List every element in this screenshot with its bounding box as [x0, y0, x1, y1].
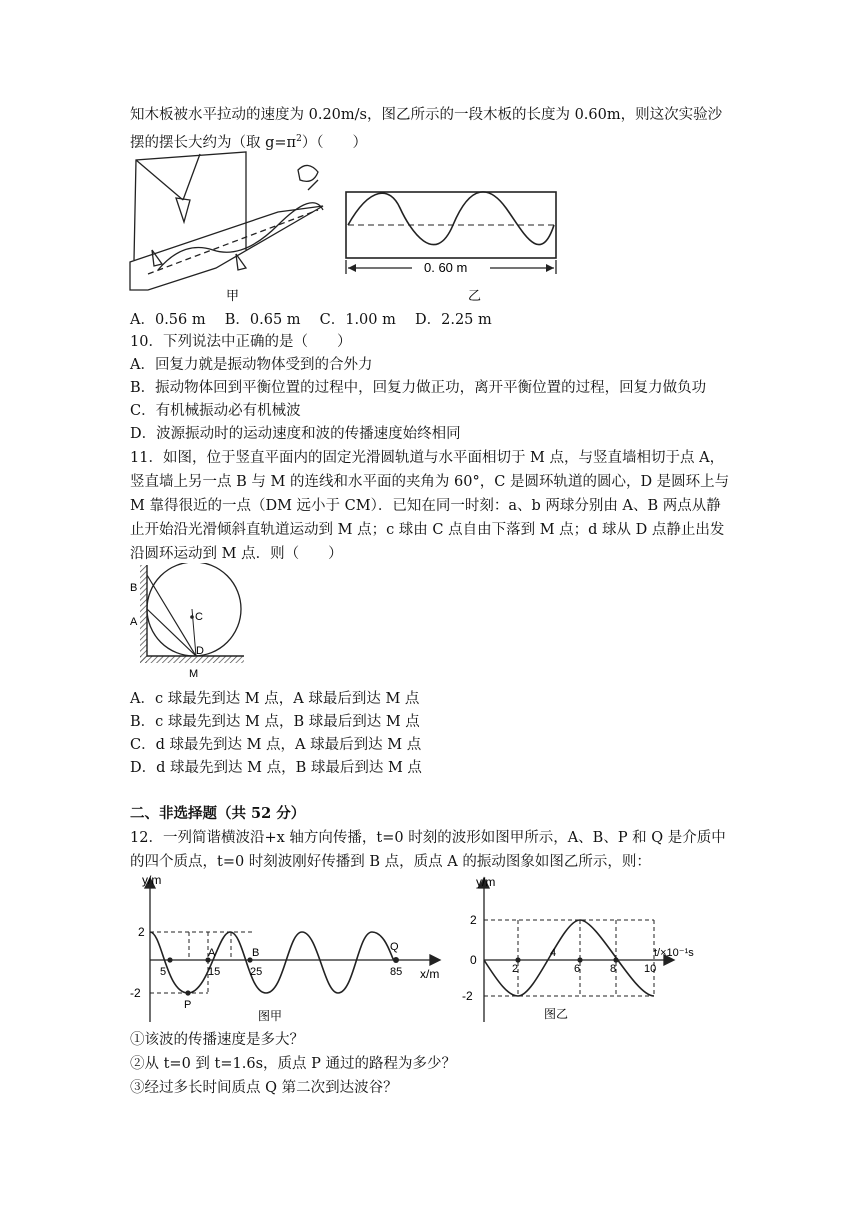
q11-option-b: B．c 球最先到达 M 点，B 球最后到达 M 点: [130, 714, 420, 730]
q11-line3: M 靠得很近的一点（DM 远小于 CM）．已知在同一时刻：a、b 两球分别由 A、B 两点从静: [130, 498, 721, 514]
q9-line2-post: ）（ ）: [301, 134, 368, 151]
label-m: M: [189, 668, 199, 680]
pendulum-apparatus-figure: [128, 150, 328, 305]
q10-option-b: B．振动物体回到平衡位置的过程中，回复力做正功，离开平衡位置的过程，回复力做负功: [130, 380, 707, 396]
yi-y-top: 2: [470, 913, 477, 927]
yi-ylabel: y/m: [476, 875, 496, 889]
board-trace-figure: [340, 188, 562, 308]
q11-option-d: D．d 球最先到达 M 点，B 球最后到达 M 点: [130, 760, 422, 776]
yi-t-tick-2: 2: [512, 963, 519, 975]
q11-line4: 止开始沿光滑倾斜直轨道运动到 M 点；c 球由 C 点自由下落到 M 点；d 球从 D 点静止出发: [130, 522, 725, 538]
waveform-figure-jia: [126, 872, 456, 1032]
q11-option-c: C．d 球最先到达 M 点，A 球最后到达 M 点: [130, 737, 422, 753]
wave-curve: [150, 932, 394, 993]
yi-t-tick-4: 4: [550, 947, 557, 959]
jia-y-top: 2: [138, 925, 145, 939]
q9-line1: 知木板被水平拉动的速度为 0.20m/s，图乙所示的一段木板的长度为 0.60m，则这次实验沙: [130, 107, 723, 123]
label-a: A: [130, 616, 138, 628]
jia-label-a: A: [208, 947, 216, 959]
sand-funnel-icon: [176, 198, 190, 222]
q12-line2: 的四个质点，t=0 时刻波刚好传播到 B 点，质点 A 的振动图象如图乙所示，则：: [130, 854, 651, 870]
jia-label-b: B: [252, 947, 260, 959]
q9-line2-sup: 2: [296, 134, 302, 144]
point-p-dot: [185, 990, 190, 995]
label-b: B: [130, 582, 138, 594]
label-d: D: [196, 645, 204, 657]
vibration-figure-yi: [458, 872, 710, 1032]
q10-option-c: C．有机械振动必有机械波: [130, 403, 301, 419]
q9-line2-pre: 摆的摆长大约为（取 g=π: [130, 134, 297, 151]
yi-y-bottom: -2: [462, 989, 473, 1003]
yi-y-zero: 0: [470, 953, 477, 967]
trace-sinusoid: [348, 192, 554, 245]
jia-x-tick-85: 85: [390, 966, 403, 978]
jia-xlabel: x/m: [420, 967, 440, 981]
q11-line1: 11．如图，位于竖直平面内的固定光滑圆轨道与水平面相切于 M 点，与竖直墙相切于点 A，: [130, 450, 725, 466]
q12-subq-2: ②从 t=0 到 t=1.6s，质点 P 通过的路程为多少？: [130, 1056, 456, 1072]
yi-xlabel: t/×10⁻¹s: [654, 947, 694, 959]
center-point-c: [190, 615, 194, 619]
jia-x-tick-15: 15: [208, 966, 221, 978]
yi-caption: 图乙: [544, 1007, 569, 1021]
wooden-board: [130, 206, 323, 290]
q10-option-d: D．波源振动时的运动速度和波的传播速度始终相同: [130, 426, 461, 442]
q10-option-a: A．回复力就是振动物体受到的合外力: [130, 357, 373, 373]
board-length-label: 0. 60 m: [424, 260, 468, 275]
section2-title: 二、非选择题（共 52 分）: [130, 805, 306, 822]
hand-icon: [298, 165, 318, 181]
q11-option-a: A．c 球最先到达 M 点，A 球最后到达 M 点: [130, 691, 420, 707]
fig-jia-label: 甲: [226, 288, 240, 303]
jia-x-tick-5: 5: [160, 966, 167, 978]
yi-t-tick-6: 6: [574, 963, 581, 975]
pendulum-frame: [134, 152, 246, 260]
jia-ylabel: y/m: [142, 873, 162, 887]
q12-subq-3: ③经过多长时间质点 Q 第二次到达波谷？: [130, 1080, 398, 1096]
jia-label-q: Q: [390, 941, 399, 953]
q11-line2: 竖直墙上另一点 B 与 M 的连线和水平面的夹角为 60°，C 是圆环轨道的圆心，D 是圆环上与: [130, 474, 730, 490]
jia-y-bottom: -2: [130, 986, 141, 1000]
vibration-curve: [484, 920, 657, 996]
fig-yi-label: 乙: [468, 288, 482, 303]
yi-t-tick-8: 8: [610, 963, 617, 975]
jia-x-tick-25: 25: [250, 966, 263, 978]
q10-stem: 10．下列说法中正确的是（ ）: [130, 334, 352, 350]
jia-caption: 图甲: [258, 1009, 283, 1023]
circular-track: [147, 563, 241, 656]
point-q-dot: [393, 957, 399, 963]
circular-track-figure: [126, 563, 246, 681]
jia-label-p: P: [184, 999, 192, 1011]
label-c: C: [195, 611, 203, 623]
q9-options: A．0.56 m B．0.65 m C．1.00 m D．2.25 m: [130, 312, 492, 328]
q11-line5: 沿圆环运动到 M 点．则（ ）: [130, 546, 343, 562]
q12-line1: 12．一列简谐横波沿+x 轴方向传播，t=0 时刻的波形如图甲所示，A、B、P 和 Q 是介质中: [130, 830, 726, 846]
yi-t-tick-10: 10: [644, 963, 657, 975]
q12-subq-1: ①该波的传播速度是多大？: [130, 1032, 304, 1048]
